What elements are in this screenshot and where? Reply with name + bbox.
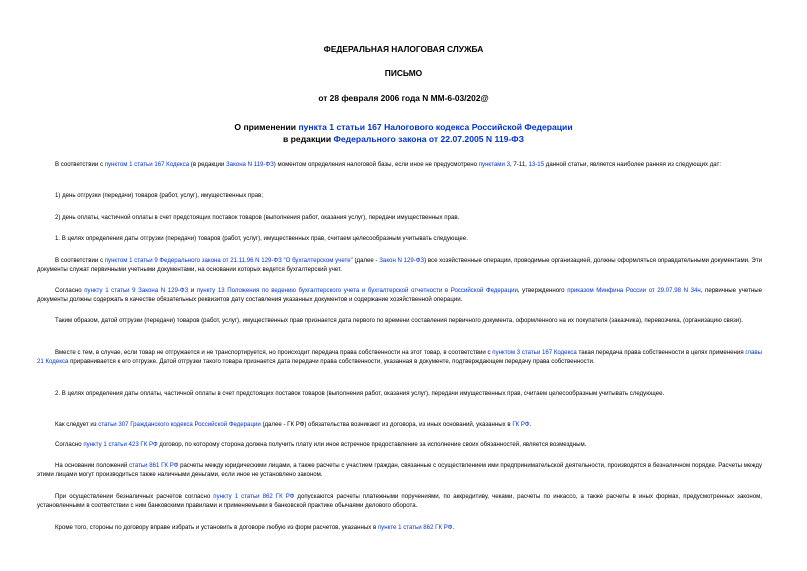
link[interactable]: пунктом 3 статьи 167 Кодекса xyxy=(492,349,577,356)
text: 2. В целях определения даты оплаты, частичной оплаты в счет предстоящих поставок товаров (выполнения работ, оказания услуг), передачи имущественных прав, считаем целесообразным учитывать следующее. xyxy=(55,390,665,397)
text: и xyxy=(188,287,197,294)
paragraph xyxy=(37,420,762,429)
link[interactable]: Закона N 119-ФЗ xyxy=(226,161,274,168)
text: 1) день отгрузки (передачи) товаров (работ, услуг), имущественных прав; xyxy=(55,192,263,199)
text: (далее - xyxy=(352,257,380,264)
link[interactable]: 3 xyxy=(506,161,510,168)
link[interactable]: статьи 307 Гражданского кодекса Российской Федерации xyxy=(98,421,261,428)
text: (далее - ГК РФ) обязательства возникают из договора, из иных оснований, указанных в xyxy=(260,421,513,428)
text: При осуществлении безналичных расчетов согласно xyxy=(55,493,214,500)
text: (в редакции xyxy=(189,161,226,168)
link[interactable]: 13-15 xyxy=(528,161,545,168)
title-link-article-167[interactable]: пункта 1 статьи 167 Налогового кодекса Российской Федерации xyxy=(298,122,573,132)
text: В соответствии с xyxy=(55,161,105,168)
text: Согласно xyxy=(55,441,84,448)
paragraph xyxy=(37,461,762,480)
link[interactable]: Закон N 129-ФЗ xyxy=(379,257,425,264)
text: Вместе с тем, в случае, если товар не отгружается и не транспортируется, но происходит передача права собственности на этот товар, в соответствии с xyxy=(55,349,493,356)
text: данной статьи, является наиболее ранняя из следующих дат: xyxy=(544,161,722,168)
text: 2) день оплаты, частичной оплаты в счет предстоящих поставок товаров (выполнения работ, оказания услуг), передачи имущественных прав. xyxy=(55,214,460,221)
text: приравнивается к его отгрузке. Датой отгрузки такого товара признается дата передачи права собственности, указанная в документе, подтверждающем передачу права собственности. xyxy=(68,358,595,366)
text: расчеты между юридическими лицами, а также расчеты с участием граждан, связанные с осуществлением ими предпринимательской деятельности, производятся в безналичном порядке. Расчеты между этими лицами могут производиться также наличными деньгами, если иное не установлено законом. xyxy=(37,462,762,479)
document-title xyxy=(0,121,807,145)
text: ) моментом определения налоговой базы, если иное не предусмотрено xyxy=(273,161,479,168)
doc-type-heading: ПИСЬМО xyxy=(384,68,423,78)
paragraph xyxy=(37,213,762,222)
link[interactable]: пункте 1 статьи 862 ГК РФ xyxy=(377,524,453,531)
paragraph xyxy=(37,286,762,305)
paragraph xyxy=(37,316,762,325)
text: договор, по которому сторона должна получить плату или иное встречное предоставление за исполнение своих обязанностей, является возмездным. xyxy=(157,441,587,448)
title-link-law-119[interactable]: Федерального закона от 22.07.2005 N 119-ФЗ xyxy=(333,134,524,144)
link[interactable]: пунктами xyxy=(478,161,505,168)
link[interactable]: главы 21 Кодекса xyxy=(37,349,762,366)
link[interactable]: пункту 1 статьи 9 Закона N 129-ФЗ xyxy=(84,287,189,294)
text: , первичные учетные документы должны содержать в качестве обязательных реквизитов дату составления указанных документов и содержание хозяйственной операции. xyxy=(37,287,763,304)
text: , утвержденного xyxy=(517,287,568,294)
paragraph xyxy=(37,440,762,449)
paragraph xyxy=(37,191,762,200)
link[interactable]: пункту 1 статьи 862 ГК РФ xyxy=(213,493,295,500)
paragraph xyxy=(37,256,762,275)
text: ) все хозяйственные операции, проводимые организацией, должны оформляться оправдательными документами. Эти документы служат первичными учетными документами, на основании которых ведется бухгалтерский учет. xyxy=(37,257,763,274)
text: . xyxy=(452,524,455,531)
text: Согласно xyxy=(55,287,85,294)
title-text: О применении xyxy=(234,122,299,132)
text: Кроме того, стороны по договору вправе избрать и установить в договоре любую из форм расчетов, указанных в xyxy=(55,524,378,531)
link[interactable]: пунктом 1 статьи 167 Кодекса xyxy=(104,161,190,168)
paragraph xyxy=(37,523,762,532)
text: 1. В целях определения даты отгрузки (передачи) товаров (работ, услуг), имущественных прав, считаем целесообразным учитывать следующее. xyxy=(55,235,468,242)
link[interactable]: приказом Минфина России от 29.07.98 N 34н xyxy=(567,287,701,294)
text: В соответствии с xyxy=(55,257,105,264)
title-text: в редакции xyxy=(283,134,334,144)
paragraph xyxy=(37,348,762,367)
paragraph xyxy=(37,160,762,169)
link[interactable]: пункту 1 статьи 423 ГК РФ xyxy=(83,441,158,448)
paragraph xyxy=(37,234,762,243)
link[interactable]: статьи 861 ГК РФ xyxy=(129,462,179,469)
issuer-heading: ФЕДЕРАЛЬНАЯ НАЛОГОВАЯ СЛУЖБА xyxy=(323,44,484,54)
text: , 7-11, xyxy=(509,161,529,168)
link[interactable]: пунктом 1 статьи 9 Федерального закона от 21.11.96 N 129-ФЗ "О бухгалтерском учете" xyxy=(104,257,353,264)
paragraph xyxy=(37,492,762,511)
link[interactable]: ГК РФ xyxy=(512,421,530,428)
paragraph xyxy=(37,389,762,398)
date-number-heading: от 28 февраля 2006 года N ММ-6-03/202@ xyxy=(318,93,489,103)
text: Таким образом, датой отгрузки (передачи) товаров (работ, услуг), имущественных прав признается дата первого по времени составления первичного документа, оформленного на их покупателя (заказчика), перевозчика, (организацию связи). xyxy=(55,317,743,324)
text: допускаются расчеты платежными поручениями, по аккредитиву, чеками, расчеты по инкассо, а также расчеты в иных формах, предусмотренных законом, установленными в соответствии с ним банковскими правилами и применяемыми в банковской практике обычаями делового оборота. xyxy=(37,493,762,510)
text: . xyxy=(529,421,532,428)
text: На основании положений xyxy=(55,462,130,469)
text: такая передача права собственности в целях применения xyxy=(576,349,746,356)
link[interactable]: пункту 13 Положения по ведению бухгалтерского учета и бухгалтерской отчетности в Российской Федерации xyxy=(196,287,518,294)
text: Как следует из xyxy=(55,421,99,428)
